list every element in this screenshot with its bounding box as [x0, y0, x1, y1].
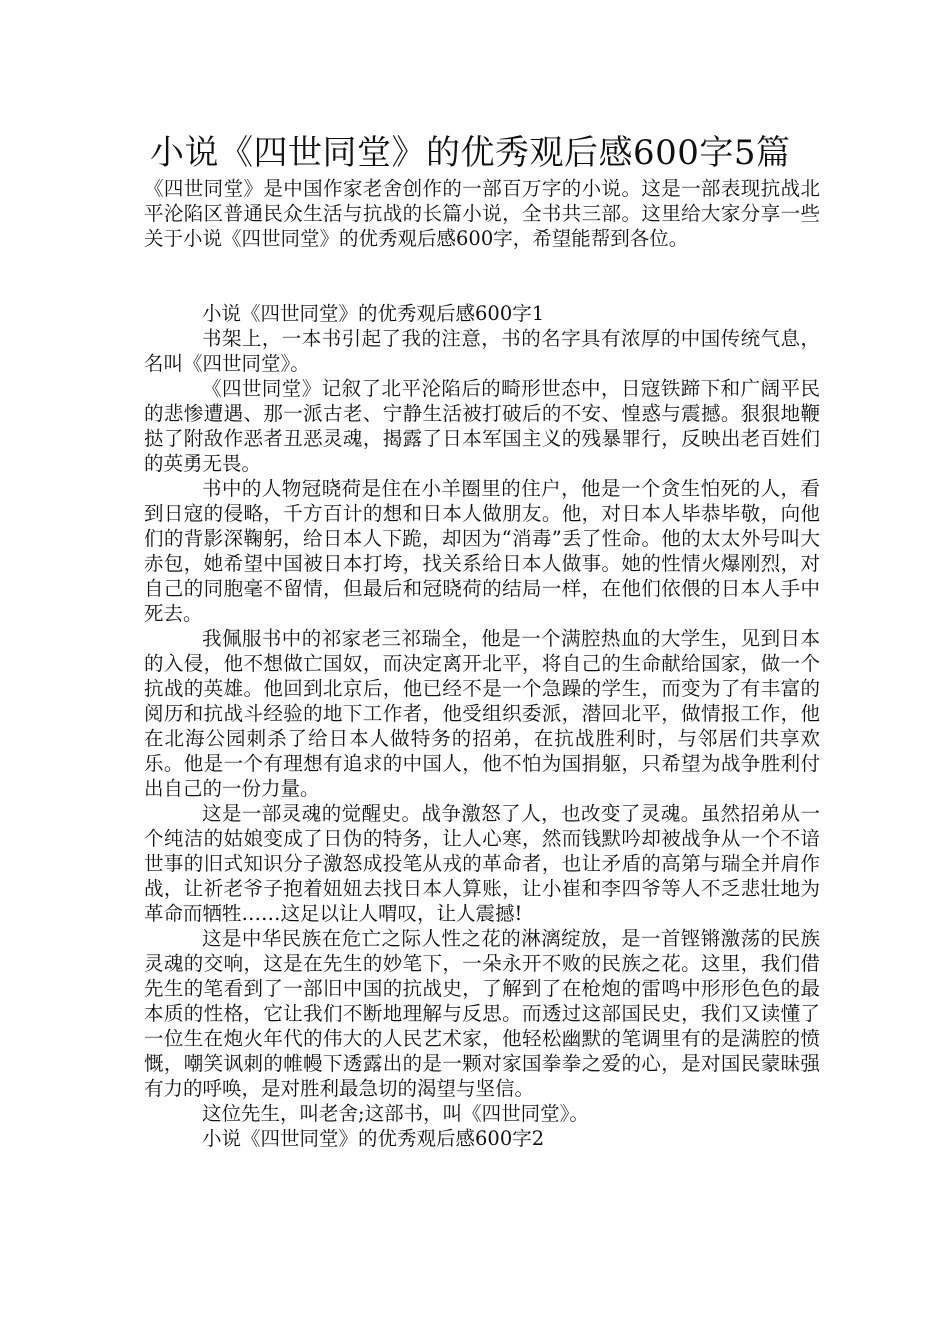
body-paragraph: 这位先生，叫老舍;这部书，叫《四世同堂》。: [202, 1102, 589, 1125]
body-paragraph: 《四世同堂》记叙了北平沦陷后的畸形世态中，日寇铁蹄下和广阔平民的悲惨遭遇、那一派古老、宁静生活被打破后的不安、惶惑与震撼。狠狠地鞭挞了附敌作恶者丑恶灵魂，揭露了日本军国主义的残暴罪行，反映出老百姓们的英勇无畏。: [144, 377, 820, 475]
spacer: [144, 251, 820, 301]
body-paragraph: 这是中华民族在危亡之际人性之花的淋漓绽放，是一首铿锵激荡的民族灵魂的交响，这是在先生的妙笔下，一朵永开不败的民族之花。这里，我们借先生的笔看到了一部旧中国的抗战史，了解到了在枪炮的雷鸣中形形色色的最本质的性格，它让我们不断地理解与反思。而透过这部国民史，我们又读懂了一位生在炮火年代的伟大的人民艺术家，他轻松幽默的笔调里有的是满腔的愤慨，嘲笑讽刺的帷幔下透露出的是一颗对家国拳拳之爱的心，是对国民蒙昧强有力的呼唤，是对胜利最急切的渴望与坚信。: [144, 927, 820, 1100]
body-paragraph: 书架上，一本书引起了我的注意，书的名字具有浓厚的中国传统气息，名叫《四世同堂》。: [144, 327, 820, 375]
section-2-heading: 小说《四世同堂》的优秀观后感600字2: [202, 1127, 545, 1150]
document-title: 小说《四世同堂》的优秀观后感600字5篇: [150, 133, 791, 173]
body-paragraph: 书中的人物冠晓荷是住在小羊圈里的住户，他是一个贪生怕死的人，看到日寇的侵略，千方百计的想和日本人做朋友。他，对日本人毕恭毕敬，向他们的背影深鞠躬，给日本人下跪，却因为“消毒”丢了性命。他的太太外号叫大赤包，她希望中国被日本打垮，找关系给日本人做事。她的性情火爆刚烈，对自己的同胞毫不留情，但最后和冠晓荷的结局一样，在他们依偎的日本人手中死去。: [144, 477, 820, 625]
section-1-heading: 小说《四世同堂》的优秀观后感600字1: [202, 302, 545, 325]
body-paragraph: 这是一部灵魂的觉醒史。战争激怒了人，也改变了灵魂。虽然招弟从一个纯洁的姑娘变成了日伪的特务，让人心寒，然而钱默吟却被战争从一个不谙世事的旧式知识分子激怒成投笔从戎的革命者，也让矛盾的高第与瑞全并肩作战，让祈老爷子抱着妞妞去找日本人算账，让小崔和李四爷等人不乏悲壮地为革命而牺牲……这足以让人喟叹，让人震撼!: [144, 802, 820, 925]
body-paragraph: 我佩服书中的祁家老三祁瑞全，他是一个满腔热血的大学生，见到日本的入侵，他不想做亡国奴，而决定离开北平，将自己的生命献给国家，做一个抗战的英雄。他回到北京后，他已经不是一个急躁的学生，而变为了有丰富的阅历和抗战斗经验的地下工作者，他受组织委派，潜回北平，做情报工作，他在北海公园刺杀了给日本人做特务的招弟，在抗战胜利时，与邻居们共享欢乐。他是一个有理想有追求的中国人，他不怕为国捐躯，只希望为战争胜利付出自己的一份力量。: [144, 627, 820, 800]
document-page: [144, 130, 820, 1151]
intro-paragraph: 《四世同堂》是中国作家老舍创作的一部百万字的小说。这是一部表现抗战北平沦陷区普通民众生活与抗战的长篇小说，全书共三部。这里给大家分享一些关于小说《四世同堂》的优秀观后感600字，希望能帮到各位。: [144, 177, 820, 250]
